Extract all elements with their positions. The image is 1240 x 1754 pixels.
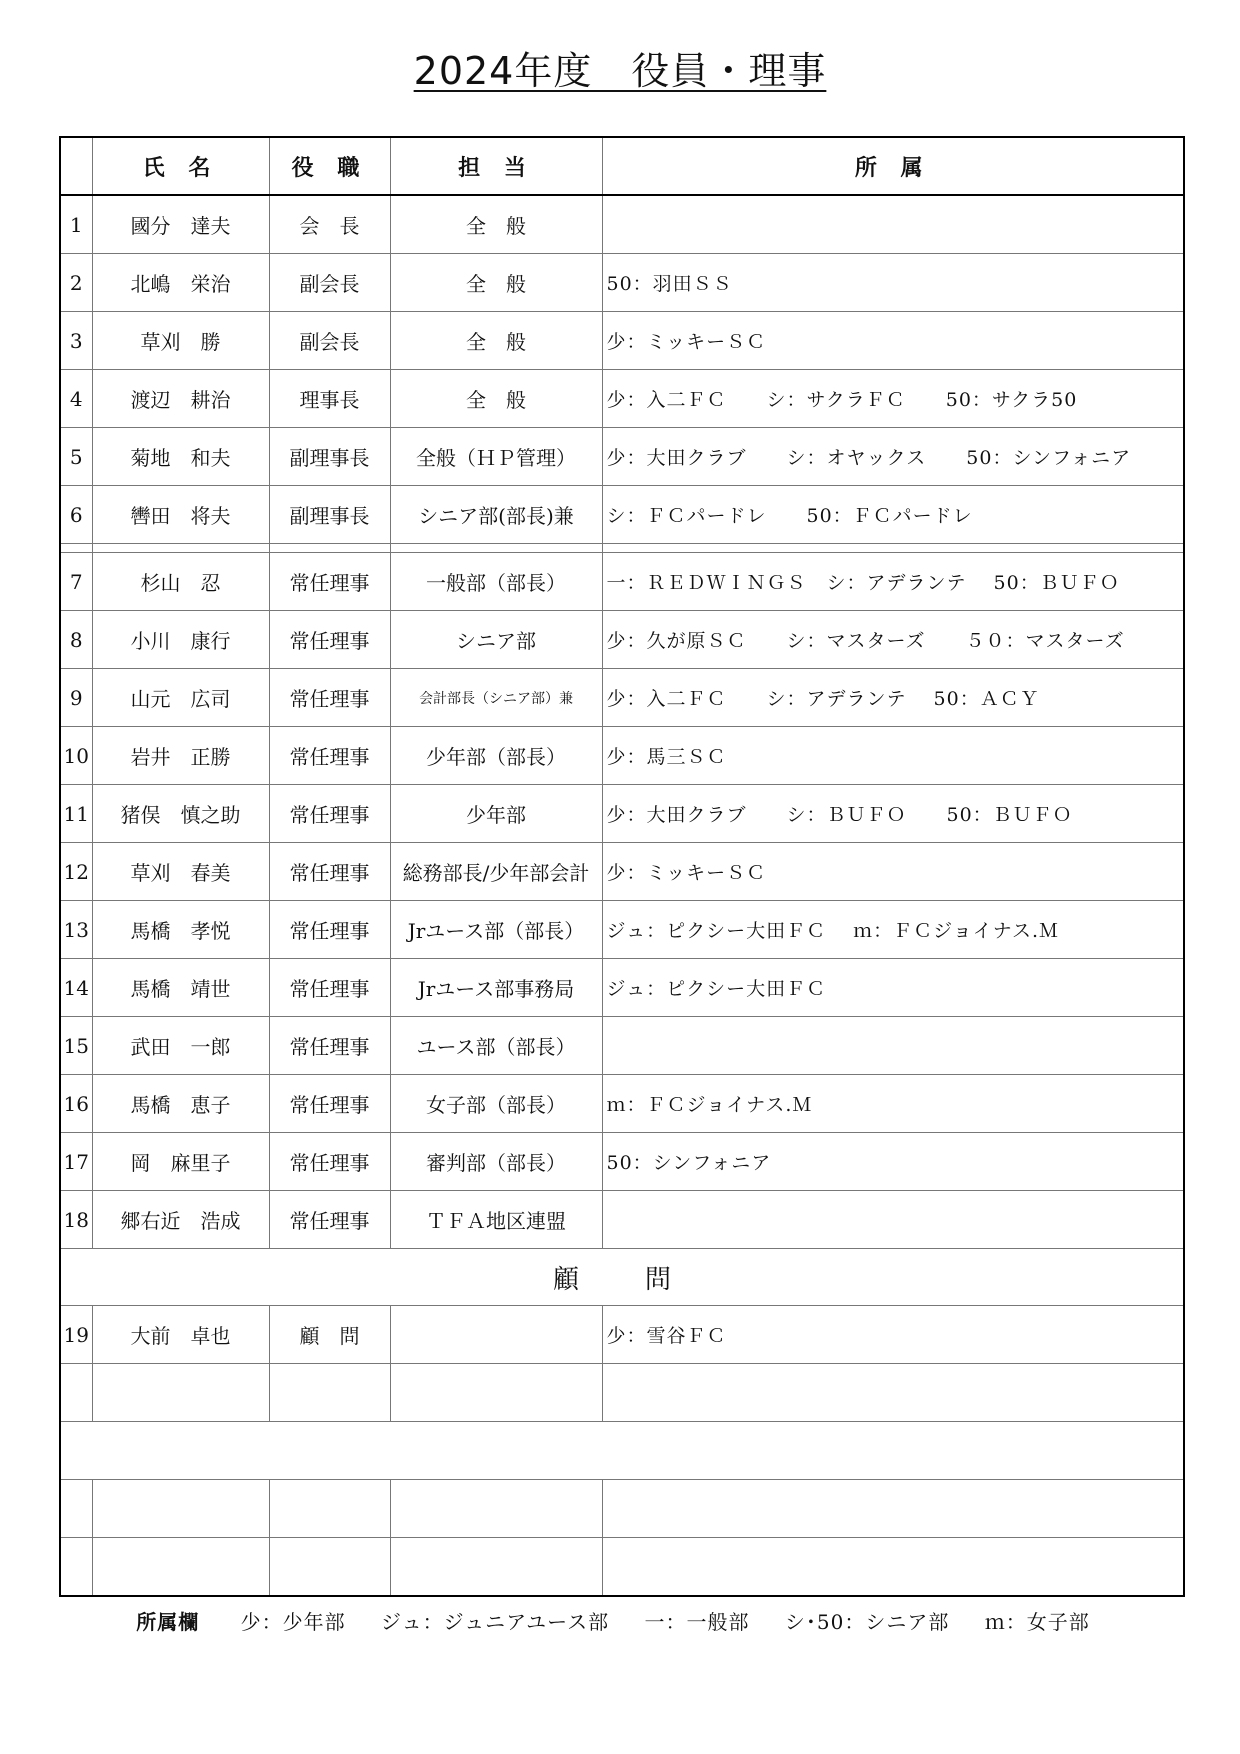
row-number: 16 [60,1075,92,1133]
table-row [60,669,1184,727]
spacer-cell [92,544,269,553]
member-role: 常任理事 [269,843,390,901]
member-name: 馬橋 孝悦 [92,901,269,959]
table-row [60,370,1184,428]
table-row [60,195,1184,254]
member-duty: ＴＦＡ地区連盟 [390,1191,602,1249]
empty-cell [269,1364,390,1422]
legend-item: ｍ：女子部 [984,1610,1090,1634]
row-number: 4 [60,370,92,428]
empty-cell [60,1422,1184,1480]
empty-cell [269,1538,390,1597]
member-affiliation: 50：羽田ＳＳ [602,254,1184,312]
member-duty: Jrユース部（部長） [390,901,602,959]
member-affiliation: ｍ：ＦＣジョイナス.Ｍ [602,1075,1184,1133]
spacer-cell [60,544,92,553]
member-duty: シニア部 [390,611,602,669]
member-role: 副会長 [269,312,390,370]
member-role: 常任理事 [269,785,390,843]
member-affiliation: 一：ＲＥＤＷＩＮＧＳ シ：アデランテ 50：ＢＵＦＯ [602,553,1184,611]
advisor-section-title: 顧 問 [60,1249,1184,1306]
row-number: 19 [60,1306,92,1364]
table-row [60,254,1184,312]
member-affiliation [602,1017,1184,1075]
member-role: 常任理事 [269,611,390,669]
member-name: 北嶋 栄治 [92,254,269,312]
member-duty: 全 般 [390,254,602,312]
member-name: 草刈 春美 [92,843,269,901]
table-row [60,959,1184,1017]
legend-item: 一：一般部 [644,1610,750,1634]
row-number: 6 [60,486,92,544]
member-affiliation: 少：ミッキーＳＣ [602,843,1184,901]
table-row [60,1133,1184,1191]
member-role: 理事長 [269,370,390,428]
empty-cell [60,1480,92,1538]
member-name: 馬橋 恵子 [92,1075,269,1133]
member-duty: 全 般 [390,195,602,254]
empty-cell [60,1364,92,1422]
member-affiliation: 少：久が原ＳＣ シ：マスターズ ５０：マスターズ [602,611,1184,669]
table-row [60,553,1184,611]
member-duty: 総務部長/少年部会計 [390,843,602,901]
table-row [60,1075,1184,1133]
member-name: 岩井 正勝 [92,727,269,785]
table-row [60,727,1184,785]
member-role: 常任理事 [269,1017,390,1075]
member-affiliation: 少：ミッキーＳＣ [602,312,1184,370]
member-name: 武田 一郎 [92,1017,269,1075]
member-affiliation [602,1191,1184,1249]
header-role: 役 職 [269,137,390,195]
legend-item: シ･50：シニア部 [784,1610,950,1634]
member-role: 常任理事 [269,727,390,785]
member-role: 常任理事 [269,669,390,727]
member-name: 大前 卓也 [92,1306,269,1364]
member-role: 副理事長 [269,428,390,486]
header-affiliation: 所 属 [602,137,1184,195]
spacer-cell [269,544,390,553]
row-number: 1 [60,195,92,254]
legend-item: ジュ：ジュニアユース部 [380,1610,610,1634]
empty-row [60,1364,1184,1422]
member-name: 山元 広司 [92,669,269,727]
member-duty: シニア部(部長)兼 [390,486,602,544]
spacer-cell [390,544,602,553]
member-role: 顧 問 [269,1306,390,1364]
empty-cell [390,1364,602,1422]
member-name: 馬橋 靖世 [92,959,269,1017]
member-duty: 全 般 [390,312,602,370]
empty-row [60,1480,1184,1538]
member-role: 副理事長 [269,486,390,544]
row-number: 17 [60,1133,92,1191]
member-duty [390,1306,602,1364]
row-number: 10 [60,727,92,785]
member-affiliation: ジュ：ピクシー大田ＦＣ ｍ：ＦＣジョイナス.Ｍ [602,901,1184,959]
member-name: 郷右近 浩成 [92,1191,269,1249]
table-row [60,1306,1184,1364]
table-row [60,611,1184,669]
header-number [60,137,92,195]
table-row [60,1191,1184,1249]
table-row [60,486,1184,544]
empty-cell [390,1480,602,1538]
member-affiliation: ジュ：ピクシー大田ＦＣ [602,959,1184,1017]
member-duty: 少年部 [390,785,602,843]
row-number: 7 [60,553,92,611]
legend-label: 所属欄 [136,1610,200,1634]
spacer-cell [602,544,1184,553]
row-number: 11 [60,785,92,843]
member-affiliation: 50：シンフォニア [602,1133,1184,1191]
row-number: 2 [60,254,92,312]
member-duty: 女子部（部長） [390,1075,602,1133]
member-affiliation: 少：入二ＦＣ シ：アデランテ 50：ＡＣＹ [602,669,1184,727]
member-role: 常任理事 [269,1191,390,1249]
row-number: 15 [60,1017,92,1075]
member-name: 菊地 和夫 [92,428,269,486]
member-affiliation [602,195,1184,254]
member-affiliation: 少：大田クラブ シ：ＢＵＦＯ 50：ＢＵＦＯ [602,785,1184,843]
member-duty: 少年部（部長） [390,727,602,785]
empty-cell [60,1538,92,1597]
row-number: 14 [60,959,92,1017]
member-duty: 会計部長（シニア部）兼 [390,669,602,727]
table-header-row [60,137,1184,195]
member-duty: ユース部（部長） [390,1017,602,1075]
row-number: 5 [60,428,92,486]
member-duty: 全 般 [390,370,602,428]
member-name: 杉山 忍 [92,553,269,611]
empty-cell [92,1538,269,1597]
member-affiliation: 少：入二ＦＣ シ：サクラＦＣ 50：サクラ50 [602,370,1184,428]
table-row [60,785,1184,843]
advisor-section-row [60,1249,1184,1306]
member-role: 副会長 [269,254,390,312]
member-role: 常任理事 [269,959,390,1017]
table-row [60,428,1184,486]
member-role: 会 長 [269,195,390,254]
member-name: 小川 康行 [92,611,269,669]
table-row [60,1017,1184,1075]
row-number: 18 [60,1191,92,1249]
page-title: 2024年度 役員・理事 [413,49,827,93]
member-role: 常任理事 [269,1133,390,1191]
table-row [60,312,1184,370]
member-role: 常任理事 [269,901,390,959]
member-affiliation: 少：馬三ＳＣ [602,727,1184,785]
empty-cell [390,1538,602,1597]
member-duty: Jrユース部事務局 [390,959,602,1017]
empty-cell [602,1364,1184,1422]
member-affiliation: 少：雪谷ＦＣ [602,1306,1184,1364]
member-duty: 全般（ＨＰ管理） [390,428,602,486]
member-affiliation: 少：大田クラブ シ：オヤックス 50：シンフォニア [602,428,1184,486]
header-duty: 担 当 [390,137,602,195]
empty-cell [269,1480,390,1538]
member-duty: 審判部（部長） [390,1133,602,1191]
row-number: 12 [60,843,92,901]
empty-row [60,1538,1184,1597]
row-number: 13 [60,901,92,959]
member-role: 常任理事 [269,1075,390,1133]
header-name: 氏 名 [92,137,269,195]
row-number: 3 [60,312,92,370]
member-affiliation: シ：ＦＣパードレ 50：ＦＣパードレ [602,486,1184,544]
spacer-row [60,544,1184,553]
member-name: 猪俣 慎之助 [92,785,269,843]
empty-row [60,1422,1184,1480]
member-name: 岡 麻里子 [92,1133,269,1191]
legend-item: 少：少年部 [240,1610,346,1634]
empty-cell [92,1480,269,1538]
officers-table [59,136,1185,1597]
row-number: 8 [60,611,92,669]
table-row [60,901,1184,959]
member-duty: 一般部（部長） [390,553,602,611]
member-role: 常任理事 [269,553,390,611]
empty-cell [602,1538,1184,1597]
row-number: 9 [60,669,92,727]
affiliation-legend [0,1606,1240,1635]
empty-cell [92,1364,269,1422]
member-name: 國分 達夫 [92,195,269,254]
member-name: 轡田 将夫 [92,486,269,544]
member-name: 渡辺 耕治 [92,370,269,428]
empty-cell [602,1480,1184,1538]
table-row [60,843,1184,901]
member-name: 草刈 勝 [92,312,269,370]
